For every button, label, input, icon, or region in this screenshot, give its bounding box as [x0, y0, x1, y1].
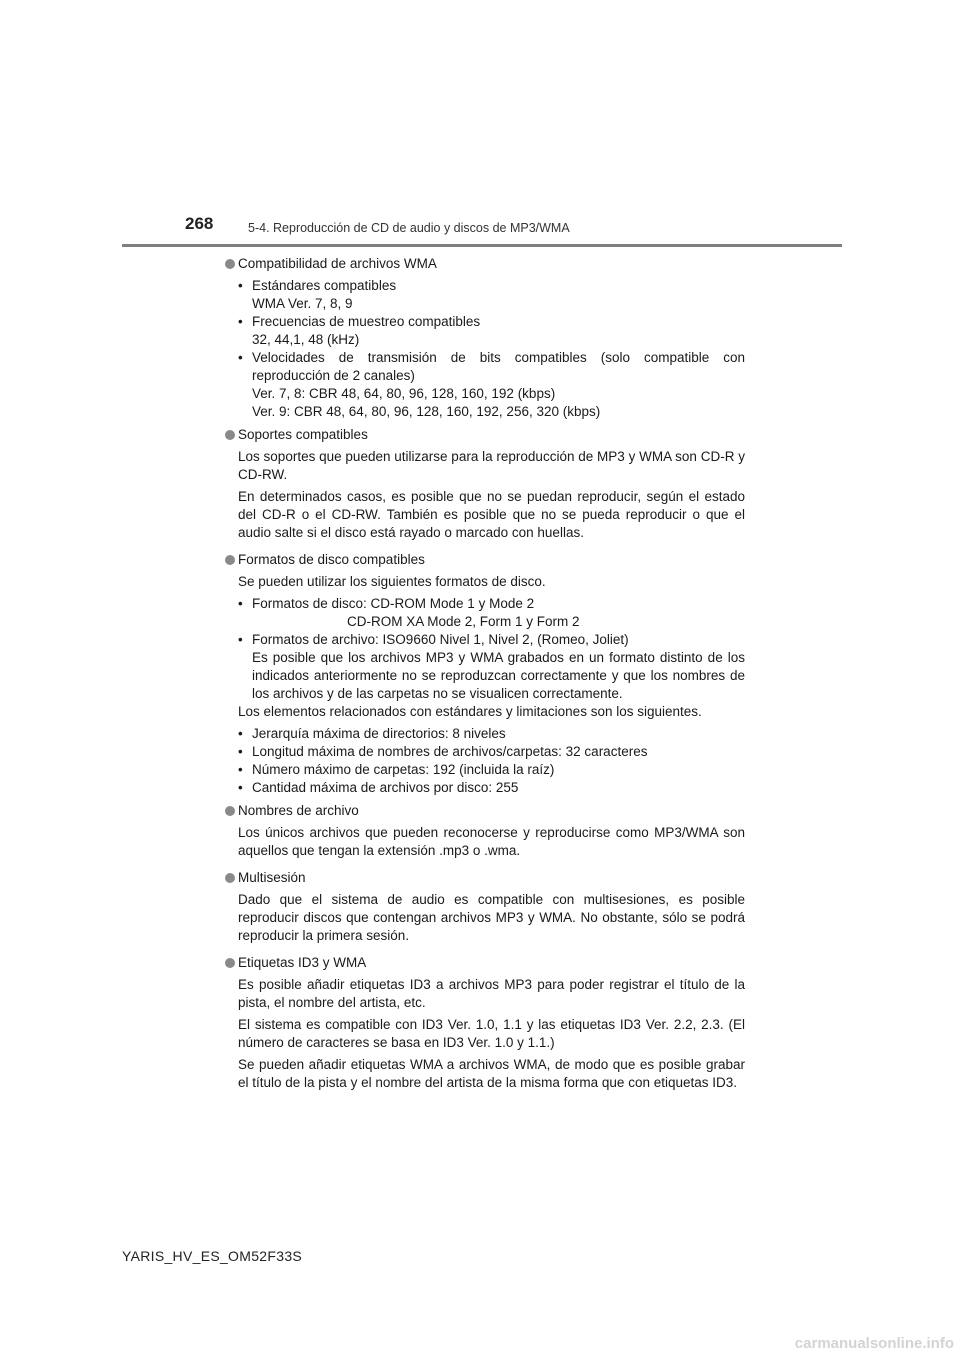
- heading-text: Formatos de disco compatibles: [238, 552, 425, 567]
- page-number: 268: [185, 214, 214, 233]
- circle-bullet-icon: [225, 430, 235, 440]
- bullet-mark: •: [238, 762, 243, 777]
- list-item: [238, 631, 745, 649]
- bullet-mark: •: [238, 632, 243, 647]
- bullet-mark: •: [238, 726, 243, 741]
- section-title: 5-4. Reproducción de CD de audio y discos de MP3/WMA: [248, 221, 570, 235]
- item-label: Velocidades de transmisión de bits compatibles (solo compatible con reproducción de 2 canales): [252, 350, 745, 383]
- circle-bullet-icon: [225, 806, 235, 816]
- paragraph: Los soportes que pueden utilizarse para la reproducción de MP3 y WMA son CD-R y CD-RW.: [238, 449, 745, 482]
- bullet-mark: •: [238, 596, 243, 611]
- item-label: Frecuencias de muestreo compatibles: [252, 314, 481, 329]
- item-detail: 32, 44,1, 48 (kHz): [252, 332, 360, 347]
- item-detail: Es posible que los archivos MP3 y WMA grabados en un formato distinto de los indicados anteriormente no se reproduzcan correctamente y que los nombres de los archivos y de las carpetas no se visualicen correctamente.: [252, 650, 745, 701]
- watermark: carmanualsonline.info: [794, 1335, 954, 1352]
- heading-text: Compatibilidad de archivos WMA: [238, 256, 437, 271]
- paragraph: Es posible añadir etiquetas ID3 a archivos MP3 para poder registrar el título de la pista, el nombre del artista, etc.: [238, 977, 745, 1010]
- item-detail: WMA Ver. 7, 8, 9: [252, 296, 353, 311]
- item-detail: Ver. 9: CBR 48, 64, 80, 96, 128, 160, 192, 256, 320 (kbps): [252, 404, 601, 419]
- section-heading-tags: [225, 954, 745, 972]
- bullet-mark: •: [238, 314, 243, 329]
- paragraph: En determinados casos, es posible que no se puedan reproducir, según el estado del CD-R o el CD-RW. También es posible que no se pueda reproducir o que el audio salte si el disco está rayado o marcado con huellas.: [238, 489, 745, 540]
- list-item: [238, 277, 745, 295]
- circle-bullet-icon: [225, 873, 235, 883]
- item-label: Número máximo de carpetas: 192 (incluida la raíz): [252, 762, 555, 777]
- section-heading-formats: [225, 551, 745, 569]
- section-heading-filenames: [225, 802, 745, 820]
- header-divider: [122, 244, 842, 247]
- paragraph: Se pueden añadir etiquetas WMA a archivos WMA, de modo que es posible grabar el título de la pista y el nombre del artista de la misma forma que con etiquetas ID3.: [238, 1057, 745, 1090]
- heading-text: Multisesión: [238, 870, 306, 885]
- item-label: Formatos de disco: CD-ROM Mode 1 y Mode 2: [252, 596, 535, 611]
- document-code: YARIS_HV_ES_OM52F33S: [122, 1248, 303, 1264]
- bullet-mark: •: [238, 278, 243, 293]
- item-label: Cantidad máxima de archivos por disco: 255: [252, 780, 519, 795]
- item-detail: Ver. 7, 8: CBR 48, 64, 80, 96, 128, 160, 192 (kbps): [252, 386, 556, 401]
- circle-bullet-icon: [225, 958, 235, 968]
- section-heading-wma: [225, 255, 745, 273]
- item-label: Jerarquía máxima de directorios: 8 niveles: [252, 726, 506, 741]
- bullet-mark: •: [238, 744, 243, 759]
- bullet-mark: •: [238, 350, 243, 365]
- list-item: [238, 743, 745, 761]
- section-heading-multisession: [225, 869, 745, 887]
- item-detail: CD-ROM XA Mode 2, Form 1 y Form 2: [347, 614, 580, 629]
- list-item: [238, 761, 745, 779]
- paragraph: El sistema es compatible con ID3 Ver. 1.0, 1.1 y las etiquetas ID3 Ver. 2.2, 2.3. (El número de caracteres se basa en ID3 Ver. 1.0 y 1.1.): [238, 1017, 745, 1050]
- paragraph: Los únicos archivos que pueden reconocerse y reproducirse como MP3/WMA son aquellos que tengan la extensión .mp3 o .wma.: [238, 825, 745, 858]
- circle-bullet-icon: [225, 555, 235, 565]
- heading-text: Soportes compatibles: [238, 427, 368, 442]
- item-label: Longitud máxima de nombres de archivos/carpetas: 32 caracteres: [252, 744, 648, 759]
- list-item: [238, 725, 745, 743]
- page-content: [225, 255, 745, 1096]
- section-heading-media: [225, 426, 745, 444]
- item-label: Formatos de archivo: ISO9660 Nivel 1, Nivel 2, (Romeo, Joliet): [252, 632, 629, 647]
- heading-text: Nombres de archivo: [238, 803, 359, 818]
- item-label: Estándares compatibles: [252, 278, 397, 293]
- bullet-mark: •: [238, 780, 243, 795]
- paragraph: Los elementos relacionados con estándares y limitaciones son los siguientes.: [238, 704, 702, 719]
- paragraph: Dado que el sistema de audio es compatible con multisesiones, es posible reproducir discos que contengan archivos MP3 y WMA. No obstante, sólo se podrá reproducir la primera sesión.: [238, 892, 745, 943]
- list-item: [238, 349, 745, 385]
- list-item: [238, 595, 745, 613]
- circle-bullet-icon: [225, 259, 235, 269]
- list-item: [238, 779, 745, 797]
- paragraph: Se pueden utilizar los siguientes formatos de disco.: [238, 574, 546, 589]
- list-item: [238, 313, 745, 331]
- heading-text: Etiquetas ID3 y WMA: [238, 955, 367, 970]
